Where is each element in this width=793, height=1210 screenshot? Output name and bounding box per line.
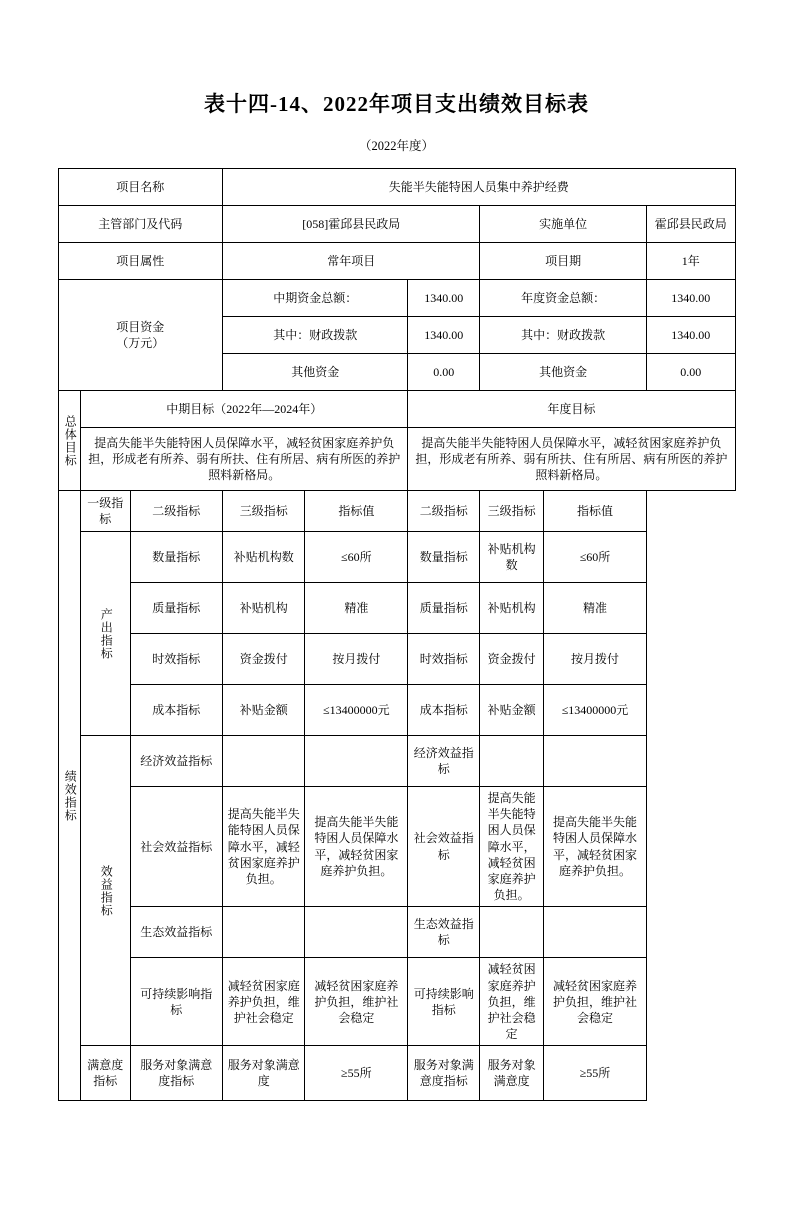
table-row-department — [58, 206, 735, 243]
project-name-label: 项目名称 — [58, 169, 223, 206]
overall-goal-side-label: 总体目标 — [58, 391, 81, 491]
table-row-output-3 — [58, 634, 735, 685]
funds-mid-total-label: 中期资金总额： — [223, 280, 408, 317]
output-1-level3-year: 补贴机构数 — [480, 532, 544, 583]
benefit-1-level3-year — [480, 736, 544, 787]
benefit-2-level2-year: 社会效益指标 — [408, 787, 480, 907]
table-row-perf-header — [58, 491, 735, 532]
output-3-level2-mid: 时效指标 — [130, 634, 223, 685]
period-value: 1年 — [646, 243, 735, 280]
output-4-level3-mid: 补贴金额 — [223, 685, 305, 736]
page-title: 表十四-14、2022年项目支出绩效目标表 — [204, 92, 589, 116]
benefit-3-level2-mid: 生态效益指标 — [130, 907, 223, 958]
output-4-level3-year: 补贴金额 — [480, 685, 544, 736]
output-3-level3-year: 资金拨付 — [480, 634, 544, 685]
funds-mid-fiscal-value: 1340.00 — [408, 317, 480, 354]
satisfaction-level2-year: 服务对象满意度指标 — [408, 1046, 480, 1101]
output-3-value-year: 按月拨付 — [544, 634, 647, 685]
page-subtitle: （2022年度） — [358, 139, 434, 153]
output-4-level2-year: 成本指标 — [408, 685, 480, 736]
output-4-value-mid: ≤13400000元 — [305, 685, 408, 736]
table-row-project-name — [58, 169, 735, 206]
perf-header-value-mid: 指标值 — [305, 491, 408, 532]
perf-group-benefit: 效益指标 — [81, 736, 130, 1046]
attribute-value: 常年项目 — [223, 243, 480, 280]
benefit-3-level3-year — [480, 907, 544, 958]
overall-mid-header: 中期目标（2022年—2024年） — [81, 391, 408, 428]
funds-year-total-label: 年度资金总额： — [480, 280, 647, 317]
funds-label-text: 项目资金 — [116, 319, 165, 334]
unit-label: 实施单位 — [480, 206, 647, 243]
table-row-attribute — [58, 243, 735, 280]
output-2-level2-year: 质量指标 — [408, 583, 480, 634]
output-2-value-year: 精准 — [544, 583, 647, 634]
output-4-value-year: ≤13400000元 — [544, 685, 647, 736]
benefit-2-level3-year: 提高失能半失能特困人员保障水平，减轻贫困家庭养护负担。 — [480, 787, 544, 907]
table-row-benefit-1 — [58, 736, 735, 787]
output-3-value-mid: 按月拨付 — [305, 634, 408, 685]
satisfaction-value-mid: ≥55所 — [305, 1046, 408, 1101]
perf-side-label: 绩效指标 — [58, 491, 81, 1101]
table-row-benefit-4 — [58, 958, 735, 1046]
overall-year-text: 提高失能半失能特困人员保障水平，减轻贫困家庭养护负担，形成老有所养、弱有所扶、住有所居、病有所医的养护照料新格局。 — [408, 428, 735, 491]
benefit-4-level3-mid: 减轻贫困家庭养护负担，维护社会稳定 — [223, 958, 305, 1046]
satisfaction-level3-mid: 服务对象满意度 — [223, 1046, 305, 1101]
satisfaction-level3-year: 服务对象满意度 — [480, 1046, 544, 1101]
output-1-value-mid: ≤60所 — [305, 532, 408, 583]
table-row-overall-header — [58, 391, 735, 428]
funds-year-other-label: 其他资金 — [480, 354, 647, 391]
attribute-label: 项目属性 — [58, 243, 223, 280]
funds-label-unit: （万元） — [116, 336, 165, 350]
output-2-level2-mid: 质量指标 — [130, 583, 223, 634]
output-4-level2-mid: 成本指标 — [130, 685, 223, 736]
benefit-2-value-year: 提高失能半失能特困人员保障水平，减轻贫困家庭养护负担。 — [544, 787, 647, 907]
perf-header-level2-mid: 二级指标 — [130, 491, 223, 532]
output-3-level3-mid: 资金拨付 — [223, 634, 305, 685]
benefit-3-level3-mid — [223, 907, 305, 958]
output-1-level3-mid: 补贴机构数 — [223, 532, 305, 583]
table-row-benefit-2 — [58, 787, 735, 907]
benefit-4-value-year: 减轻贫困家庭养护负担，维护社会稳定 — [544, 958, 647, 1046]
benefit-1-value-year — [544, 736, 647, 787]
perf-header-level2-year: 二级指标 — [408, 491, 480, 532]
benefit-4-level2-mid: 可持续影响指标 — [130, 958, 223, 1046]
benefit-2-level2-mid: 社会效益指标 — [130, 787, 223, 907]
benefit-1-level2-year: 经济效益指标 — [408, 736, 480, 787]
output-2-value-mid: 精准 — [305, 583, 408, 634]
benefit-4-value-mid: 减轻贫困家庭养护负担，维护社会稳定 — [305, 958, 408, 1046]
perf-group-output: 产出指标 — [81, 532, 130, 736]
table-row-output-4 — [58, 685, 735, 736]
output-1-value-year: ≤60所 — [544, 532, 647, 583]
benefit-2-value-mid: 提高失能半失能特困人员保障水平，减轻贫困家庭养护负担。 — [305, 787, 408, 907]
funds-mid-other-value: 0.00 — [408, 354, 480, 391]
output-1-level2-mid: 数量指标 — [130, 532, 223, 583]
project-name-value: 失能半失能特困人员集中养护经费 — [223, 169, 735, 206]
table-row-funds-total — [58, 280, 735, 317]
table-row-output-2 — [58, 583, 735, 634]
table-row-benefit-3 — [58, 907, 735, 958]
benefit-1-value-mid — [305, 736, 408, 787]
department-label: 主管部门及代码 — [58, 206, 223, 243]
department-value: [058]霍邱县民政局 — [223, 206, 480, 243]
output-3-level2-year: 时效指标 — [408, 634, 480, 685]
funds-mid-fiscal-label: 其中：财政拨款 — [223, 317, 408, 354]
table-row-output-1 — [58, 532, 735, 583]
benefit-4-level3-year: 减轻贫困家庭养护负担，维护社会稳定 — [480, 958, 544, 1046]
period-label: 项目期 — [480, 243, 647, 280]
perf-header-value-year: 指标值 — [544, 491, 647, 532]
performance-target-table — [58, 168, 736, 1101]
funds-mid-other-label: 其他资金 — [223, 354, 408, 391]
benefit-3-value-year — [544, 907, 647, 958]
funds-year-fiscal-label: 其中：财政拨款 — [480, 317, 647, 354]
funds-label — [58, 280, 223, 391]
funds-mid-total-value: 1340.00 — [408, 280, 480, 317]
perf-group-satisfaction: 满意度指标 — [81, 1046, 130, 1101]
benefit-1-level3-mid — [223, 736, 305, 787]
satisfaction-value-year: ≥55所 — [544, 1046, 647, 1101]
perf-header-level3-mid: 三级指标 — [223, 491, 305, 532]
table-row-satisfaction — [58, 1046, 735, 1101]
satisfaction-level2-mid: 服务对象满意度指标 — [130, 1046, 223, 1101]
benefit-1-level2-mid: 经济效益指标 — [130, 736, 223, 787]
benefit-3-level2-year: 生态效益指标 — [408, 907, 480, 958]
overall-mid-text: 提高失能半失能特困人员保障水平，减轻贫困家庭养护负担，形成老有所养、弱有所扶、住有所居、病有所医的养护照料新格局。 — [81, 428, 408, 491]
output-2-level3-mid: 补贴机构 — [223, 583, 305, 634]
perf-header-level3-year: 三级指标 — [480, 491, 544, 532]
funds-year-fiscal-value: 1340.00 — [646, 317, 735, 354]
overall-year-header: 年度目标 — [408, 391, 735, 428]
funds-year-total-value: 1340.00 — [646, 280, 735, 317]
benefit-4-level2-year: 可持续影响指标 — [408, 958, 480, 1046]
output-1-level2-year: 数量指标 — [408, 532, 480, 583]
perf-header-level1: 一级指标 — [81, 491, 130, 532]
output-2-level3-year: 补贴机构 — [480, 583, 544, 634]
benefit-2-level3-mid: 提高失能半失能特困人员保障水平，减轻贫困家庭养护负担。 — [223, 787, 305, 907]
table-row-overall-body — [58, 428, 735, 491]
unit-value: 霍邱县民政局 — [646, 206, 735, 243]
funds-year-other-value: 0.00 — [646, 354, 735, 391]
benefit-3-value-mid — [305, 907, 408, 958]
document-page — [0, 88, 793, 1210]
